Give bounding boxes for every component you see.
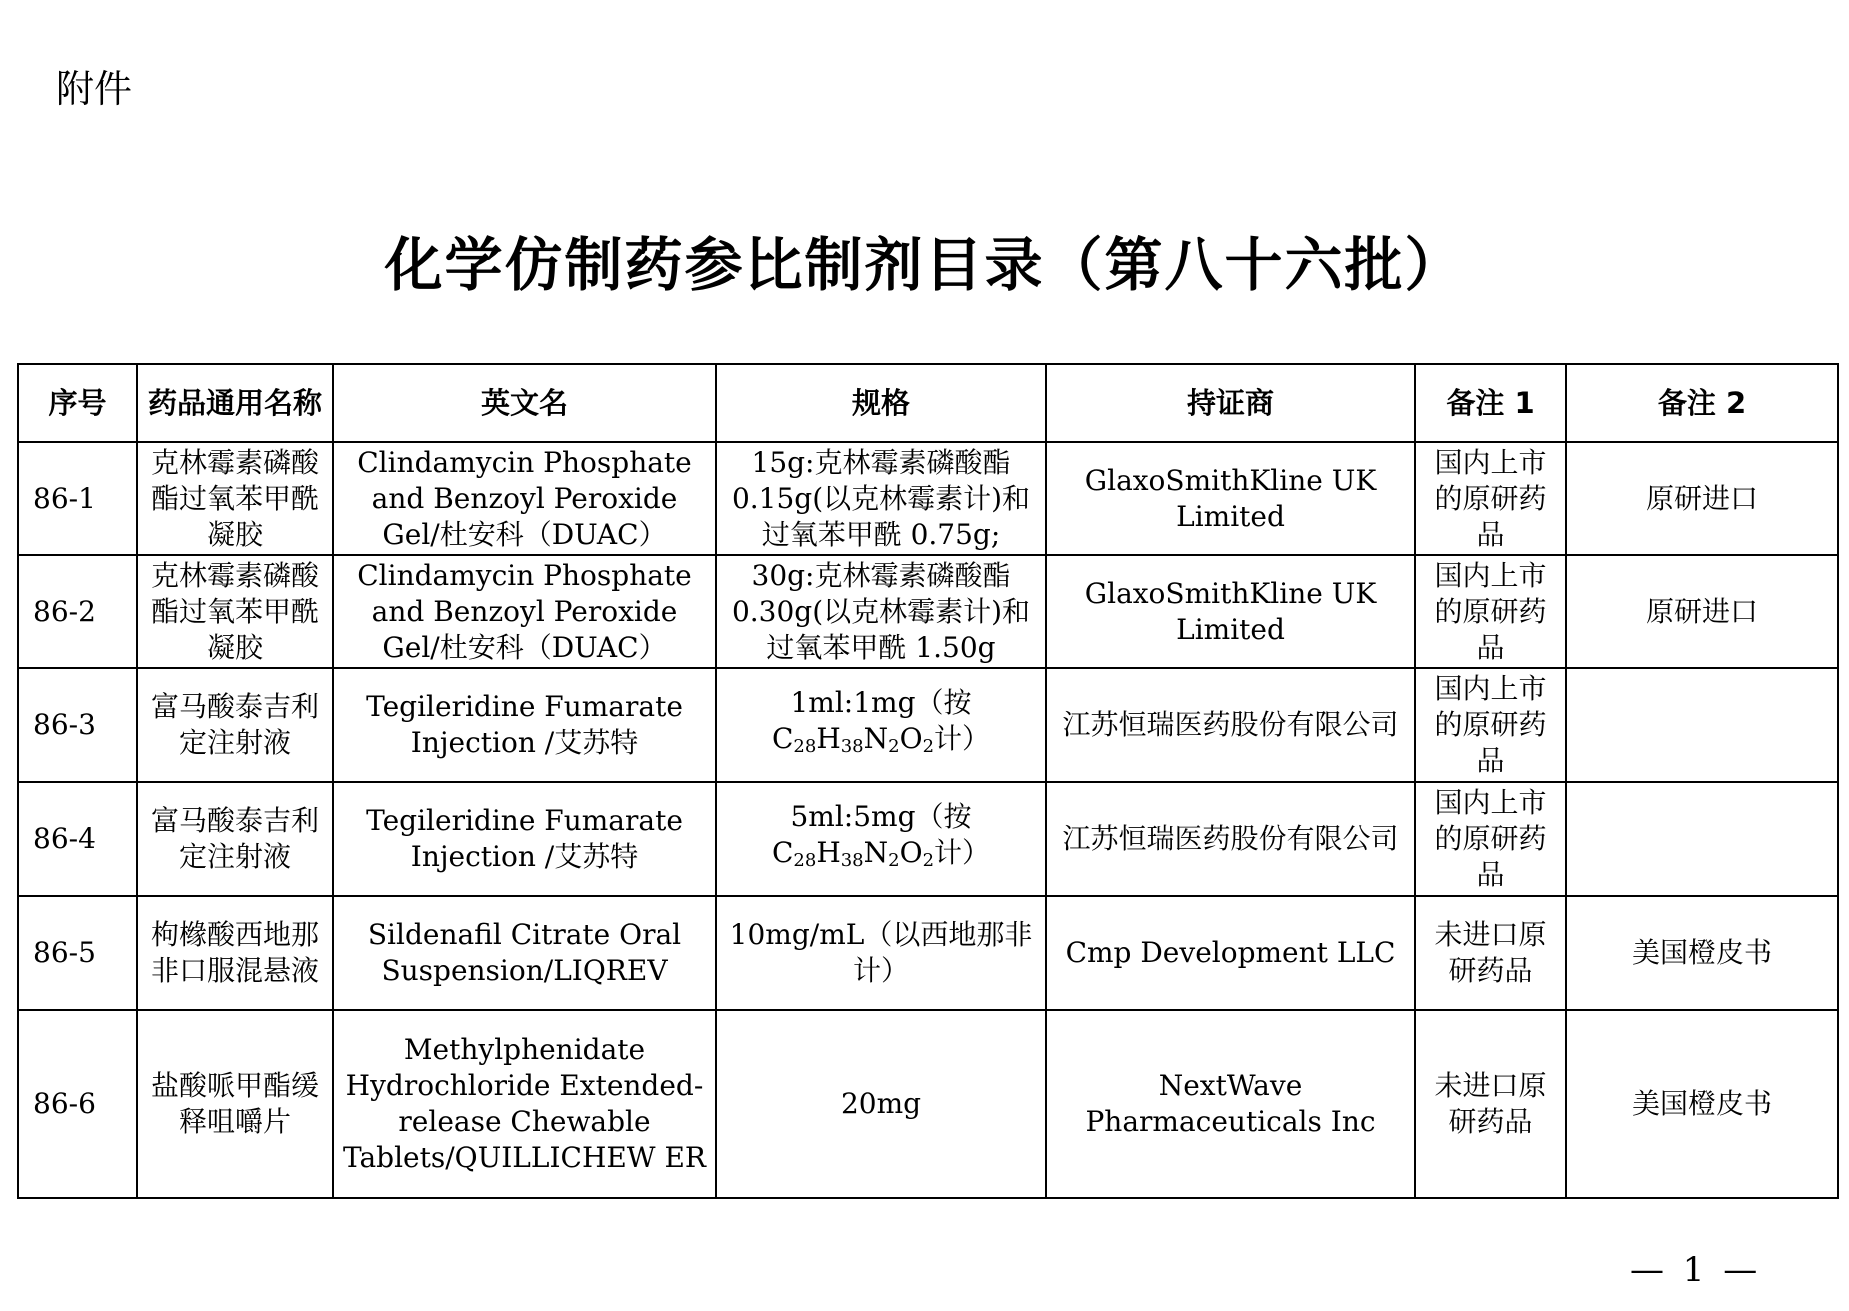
table-row	[18, 782, 1838, 896]
header-spec: 规格	[716, 364, 1046, 442]
spec-dose: 5ml:5mg（按	[790, 800, 972, 833]
cell-spec: 20mg	[716, 1010, 1046, 1198]
cell-seq: 86-6	[18, 1010, 137, 1198]
spec-formula: $C_{28}H_{38}N_2O_2$计）	[771, 722, 991, 757]
cell-name-en: Tegileridine Fumarate Injection /艾苏特	[333, 668, 716, 782]
cell-name-en: Sildenafil Citrate Oral Suspension/LIQREV	[333, 896, 716, 1010]
cell-note2	[1566, 782, 1838, 896]
cell-note2: 原研进口	[1566, 442, 1838, 555]
cell-note1: 未进口原研药品	[1415, 1010, 1566, 1198]
table-row	[18, 896, 1838, 1010]
table-header-row	[18, 364, 1838, 442]
cell-seq: 86-2	[18, 555, 137, 668]
cell-seq: 86-5	[18, 896, 137, 1010]
header-note1: 备注 1	[1415, 364, 1566, 442]
cell-name-cn: 克林霉素磷酸酯过氧苯甲酰凝胶	[137, 555, 333, 668]
cell-name-cn: 富马酸泰吉利定注射液	[137, 782, 333, 896]
reference-drug-table	[17, 363, 1839, 1199]
cell-holder: 江苏恒瑞医药股份有限公司	[1046, 668, 1415, 782]
cell-note1: 国内上市的原研药品	[1415, 782, 1566, 896]
cell-name-en: Clindamycin Phosphate and Benzoyl Peroxide Gel/杜安科（DUAC）	[333, 442, 716, 555]
cell-name-cn: 富马酸泰吉利定注射液	[137, 668, 333, 782]
cell-holder: Cmp Development LLC	[1046, 896, 1415, 1010]
cell-note2: 原研进口	[1566, 555, 1838, 668]
spec-dose: 1ml:1mg（按	[790, 686, 972, 719]
cell-spec	[716, 668, 1046, 782]
cell-note1: 国内上市的原研药品	[1415, 555, 1566, 668]
page-number: — 1 —	[1630, 1250, 1762, 1290]
cell-name-cn: 盐酸哌甲酯缓释咀嚼片	[137, 1010, 333, 1198]
table-row	[18, 442, 1838, 555]
cell-holder: GlaxoSmithKline UK Limited	[1046, 442, 1415, 555]
cell-spec: 10mg/mL（以西地那非计）	[716, 896, 1046, 1010]
cell-note1: 国内上市的原研药品	[1415, 668, 1566, 782]
cell-name-cn: 克林霉素磷酸酯过氧苯甲酰凝胶	[137, 442, 333, 555]
cell-note1: 国内上市的原研药品	[1415, 442, 1566, 555]
header-name-cn: 药品通用名称	[137, 364, 333, 442]
cell-name-en: Tegileridine Fumarate Injection /艾苏特	[333, 782, 716, 896]
cell-spec: 30g:克林霉素磷酸酯0.30g(以克林霉素计)和过氧苯甲酰 1.50g	[716, 555, 1046, 668]
cell-spec: 15g:克林霉素磷酸酯0.15g(以克林霉素计)和过氧苯甲酰 0.75g;	[716, 442, 1046, 555]
cell-note2: 美国橙皮书	[1566, 1010, 1838, 1198]
cell-name-en: Clindamycin Phosphate and Benzoyl Peroxide Gel/杜安科（DUAC）	[333, 555, 716, 668]
table-row	[18, 668, 1838, 782]
attachment-label: 附件	[56, 67, 133, 111]
cell-name-cn: 枸橼酸西地那非口服混悬液	[137, 896, 333, 1010]
header-name-en: 英文名	[333, 364, 716, 442]
table-row	[18, 1010, 1838, 1198]
table-row	[18, 555, 1838, 668]
spec-formula: $C_{28}H_{38}N_2O_2$计）	[771, 836, 991, 871]
cell-holder: 江苏恒瑞医药股份有限公司	[1046, 782, 1415, 896]
cell-name-en: Methylphenidate Hydrochloride Extended-release Chewable Tablets/QUILLICHEW ER	[333, 1010, 716, 1198]
cell-spec	[716, 782, 1046, 896]
cell-note2	[1566, 668, 1838, 782]
cell-seq: 86-1	[18, 442, 137, 555]
header-holder: 持证商	[1046, 364, 1415, 442]
header-seq: 序号	[18, 364, 137, 442]
cell-holder: NextWave Pharmaceuticals Inc	[1046, 1010, 1415, 1198]
header-note2: 备注 2	[1566, 364, 1838, 442]
cell-holder: GlaxoSmithKline UK Limited	[1046, 555, 1415, 668]
page-title: 化学仿制药参比制剂目录（第八十六批）	[384, 231, 1465, 299]
cell-note1: 未进口原研药品	[1415, 896, 1566, 1010]
cell-seq: 86-3	[18, 668, 137, 782]
cell-note2: 美国橙皮书	[1566, 896, 1838, 1010]
cell-seq: 86-4	[18, 782, 137, 896]
